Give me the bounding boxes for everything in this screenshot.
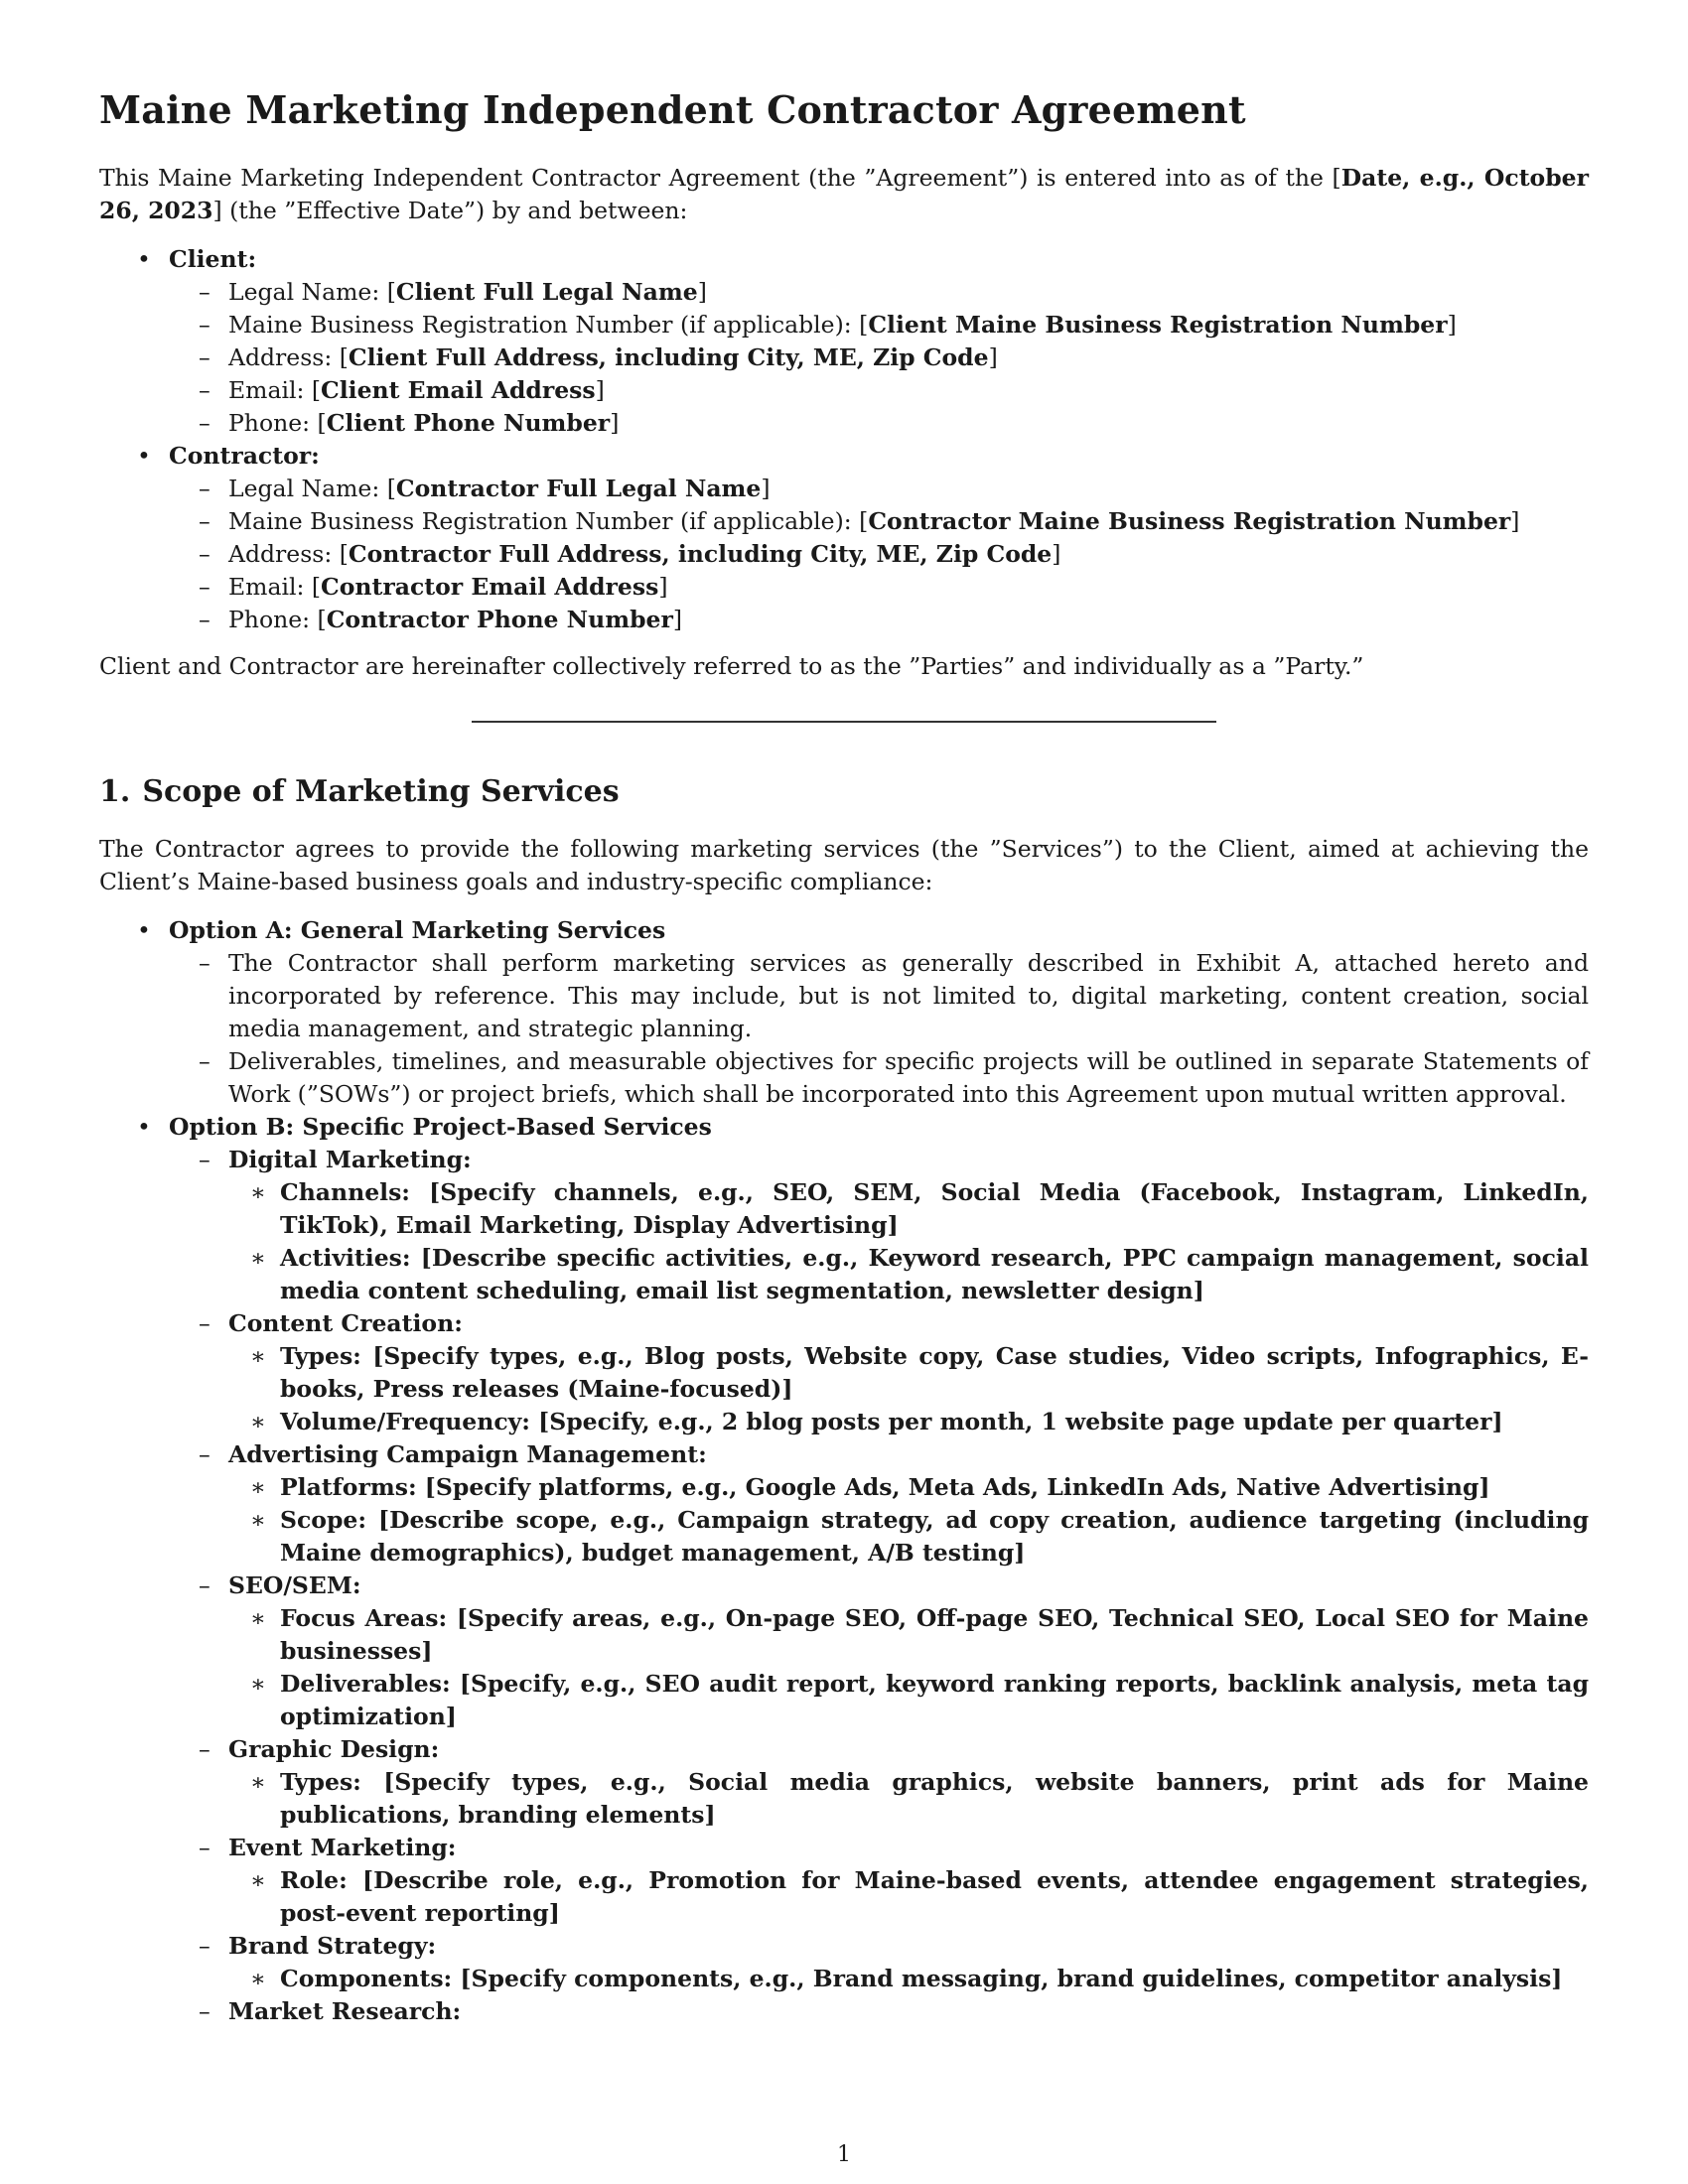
field-label: Legal Name: — [228, 475, 387, 502]
option-label: Option B: Specific Project-Based Services — [169, 1113, 712, 1141]
field-value: Client Full Legal Name — [395, 278, 698, 306]
section-title: Scope of Marketing Services — [142, 774, 620, 809]
service-category — [169, 1995, 1589, 2028]
options-list — [99, 914, 1589, 2028]
service-category — [169, 1832, 1589, 1930]
option-a-item: – Deliverables, timelines, and measurable objectives for specific projects will be outlined in separate Statements of Work (”SOWs”) or project briefs, which shall be incorporated into this Agreement upon mutual written approval. — [169, 1045, 1589, 1111]
category-item: ∗ Types: [Specify types, e.g., Social media graphics, website banners, print ads for Maine publications, branding elements] — [228, 1766, 1589, 1832]
category-label: Graphic Design: — [228, 1735, 440, 1763]
parties-note: Client and Contractor are hereinafter collectively referred to as the ”Parties” and individually as a ”Party.” — [99, 652, 1364, 680]
intro-text-before: This Maine Marketing Independent Contractor Agreement (the ”Agreement”) is entered into as of the [ — [99, 164, 1341, 192]
item-value: Specify types, e.g., Social media graphics, website banners, print ads for Maine publications, branding elements — [280, 1768, 1590, 1829]
category-item: ∗ Channels: [Specify channels, e.g., SEO, SEM, Social Media (Facebook, Instagram, LinkedIn, TikTok), Email Marketing, Display Advertising] — [228, 1176, 1589, 1242]
field-label: Phone: — [228, 409, 318, 437]
party-field: – Legal Name: [Contractor Full Legal Name] — [169, 473, 1589, 505]
intro-text-after: ] (the ”Effective Date”) by and between: — [212, 197, 688, 224]
option-a — [99, 914, 1589, 1111]
item-key: Deliverables: — [280, 1670, 460, 1698]
option-a-item: – The Contractor shall perform marketing services as generally described in Exhibit A, attached hereto and incorporated by reference. This may include, but is not limited to, digital marketing, content creation, social media management, and strategic planning. — [169, 947, 1589, 1045]
service-category — [169, 1144, 1589, 1307]
field-value: Client Maine Business Registration Number — [868, 311, 1448, 339]
document-page — [99, 87, 1589, 2028]
document-title: Maine Marketing Independent Contractor Agreement — [99, 87, 1246, 132]
item-key: Volume/Frequency: — [280, 1408, 539, 1435]
service-category — [169, 1930, 1589, 1995]
field-label: Legal Name: — [228, 278, 387, 306]
category-items — [228, 1864, 1589, 1930]
party-field: – Phone: [Contractor Phone Number] — [169, 604, 1589, 636]
item-value: Specify areas, e.g., On-page SEO, Off-page SEO, Technical SEO, Local SEO for Maine businesses — [280, 1604, 1590, 1665]
field-value: Client Phone Number — [326, 409, 611, 437]
field-label: Address: — [228, 343, 340, 371]
item-value: Specify components, e.g., Brand messaging, brand guidelines, competitor analysis — [471, 1965, 1552, 1992]
parties-list — [99, 243, 1589, 636]
party-contractor — [99, 440, 1589, 636]
field-label: Maine Business Registration Number (if applicable): — [228, 507, 860, 535]
option-a-items — [169, 947, 1589, 1111]
party-client — [99, 243, 1589, 440]
field-value: Client Full Address, including City, ME, Zip Code — [348, 343, 989, 371]
service-category — [169, 1438, 1589, 1570]
page-number: 1 — [837, 2142, 851, 2167]
field-label: Email: — [228, 376, 312, 404]
item-key: Channels: — [280, 1178, 430, 1206]
item-value: Specify, e.g., SEO audit report, keyword ranking reports, backlink analysis, meta tag optimization — [280, 1670, 1590, 1730]
category-item: ∗ Types: [Specify types, e.g., Blog posts, Website copy, Case studies, Video scripts, Infographics, E-books, Press releases (Maine-focused)] — [228, 1340, 1589, 1406]
field-value: Contractor Email Address — [321, 573, 659, 601]
item-value: Describe specific activities, e.g., Keyword research, PPC campaign management, social media content scheduling, email list segmentation, newsletter design — [280, 1244, 1589, 1304]
category-items — [228, 1602, 1589, 1733]
category-label: Event Marketing: — [228, 1834, 457, 1861]
item-value: Specify types, e.g., Blog posts, Website copy, Case studies, Video scripts, Infographics, E-books, Press releases (Maine-focused) — [280, 1342, 1589, 1403]
party-field: – Maine Business Registration Number (if applicable): [Contractor Maine Business Registration Number] — [169, 505, 1589, 538]
item-key: Scope: — [280, 1506, 378, 1534]
category-items — [228, 1963, 1589, 1995]
item-value: Specify platforms, e.g., Google Ads, Meta Ads, LinkedIn Ads, Native Advertising — [435, 1473, 1479, 1501]
party-field: – Email: [Client Email Address] — [169, 374, 1589, 407]
category-items — [228, 1340, 1589, 1438]
service-category — [169, 1570, 1589, 1733]
category-label: Digital Marketing: — [228, 1146, 472, 1173]
field-label: Phone: — [228, 606, 318, 633]
item-key: Role: — [280, 1866, 362, 1894]
service-category — [169, 1733, 1589, 1832]
field-label: Address: — [228, 540, 340, 568]
category-label: Market Research: — [228, 1997, 462, 2025]
item-key: Types: — [280, 1768, 384, 1796]
party-label: Client: — [169, 245, 257, 273]
category-item: ∗ Deliverables: [Specify, e.g., SEO audit report, keyword ranking reports, backlink analysis, meta tag optimization] — [228, 1668, 1589, 1733]
option-b — [99, 1111, 1589, 2028]
party-field: – Legal Name: [Client Full Legal Name] — [169, 276, 1589, 309]
item-value: Describe scope, e.g., Campaign strategy, ad copy creation, audience targeting (including Maine demographics), budget management, A/B testing — [280, 1506, 1589, 1567]
category-label: Content Creation: — [228, 1309, 463, 1337]
field-label: Email: — [228, 573, 312, 601]
item-value: Specify channels, e.g., SEO, SEM, Social Media (Facebook, Instagram, LinkedIn, TikTok), Email Marketing, Display Advertising — [280, 1178, 1589, 1239]
category-item: ∗ Volume/Frequency: [Specify, e.g., 2 blog posts per month, 1 website page update per quarter] — [228, 1406, 1589, 1438]
category-item: ∗ Scope: [Describe scope, e.g., Campaign strategy, ad copy creation, audience targeting (including Maine demographics), budget management, A/B testing] — [228, 1504, 1589, 1570]
party-field: – Phone: [Client Phone Number] — [169, 407, 1589, 440]
category-item: ∗ Platforms: [Specify platforms, e.g., Google Ads, Meta Ads, LinkedIn Ads, Native Advertising] — [228, 1471, 1589, 1504]
party-field: – Email: [Contractor Email Address] — [169, 571, 1589, 604]
section-heading — [99, 774, 1589, 809]
field-value: Contractor Full Address, including City, ME, Zip Code — [348, 540, 1053, 568]
category-label: Advertising Campaign Management: — [228, 1440, 707, 1468]
item-key: Activities: — [280, 1244, 421, 1272]
item-value: Describe role, e.g., Promotion for Maine-based events, attendee engagement strategies, post-event reporting — [280, 1866, 1589, 1927]
field-value: Contractor Phone Number — [326, 606, 673, 633]
party-fields — [169, 276, 1589, 440]
intro-paragraph — [99, 162, 1589, 227]
option-label: Option A: General Marketing Services — [169, 916, 666, 944]
effective-date-placeholder: Date, e.g., October 26, 2023 — [99, 164, 1589, 224]
horizontal-divider — [472, 721, 1216, 723]
field-label: Maine Business Registration Number (if applicable): — [228, 311, 860, 339]
section-number: 1. — [99, 774, 131, 809]
party-field: – Address: [Contractor Full Address, including City, ME, Zip Code] — [169, 538, 1589, 571]
section-intro: The Contractor agrees to provide the following marketing services (the ”Services”) to the Client, aimed at achieving the Client’s Maine-based business goals and industry-specific compliance: — [99, 835, 1589, 895]
party-field: – Maine Business Registration Number (if applicable): [Client Maine Business Registration Number] — [169, 309, 1589, 341]
category-item: ∗ Focus Areas: [Specify areas, e.g., On-page SEO, Off-page SEO, Technical SEO, Local SEO for Maine businesses] — [228, 1602, 1589, 1668]
category-items — [228, 1176, 1589, 1307]
item-key: Focus Areas: — [280, 1604, 457, 1632]
category-item: ∗ Components: [Specify components, e.g., Brand messaging, brand guidelines, competitor analysis] — [228, 1963, 1589, 1995]
item-key: Components: — [280, 1965, 461, 1992]
field-value: Client Email Address — [321, 376, 596, 404]
category-label: SEO/SEM: — [228, 1571, 361, 1599]
category-item: ∗ Role: [Describe role, e.g., Promotion for Maine-based events, attendee engagement strategies, post-event reporting] — [228, 1864, 1589, 1930]
party-fields — [169, 473, 1589, 636]
item-value: Specify, e.g., 2 blog posts per month, 1 website page update per quarter — [549, 1408, 1492, 1435]
category-items — [228, 1766, 1589, 1832]
category-item: ∗ Activities: [Describe specific activities, e.g., Keyword research, PPC campaign management, social media content scheduling, email list segmentation, newsletter design] — [228, 1242, 1589, 1307]
service-category — [169, 1307, 1589, 1438]
party-field: – Address: [Client Full Address, including City, ME, Zip Code] — [169, 341, 1589, 374]
field-value: Contractor Full Legal Name — [395, 475, 762, 502]
option-b-categories — [169, 1144, 1589, 2028]
category-items — [228, 1471, 1589, 1570]
field-value: Contractor Maine Business Registration Number — [868, 507, 1511, 535]
category-label: Brand Strategy: — [228, 1932, 437, 1960]
item-key: Types: — [280, 1342, 373, 1370]
party-label: Contractor: — [169, 442, 320, 470]
item-key: Platforms: — [280, 1473, 425, 1501]
